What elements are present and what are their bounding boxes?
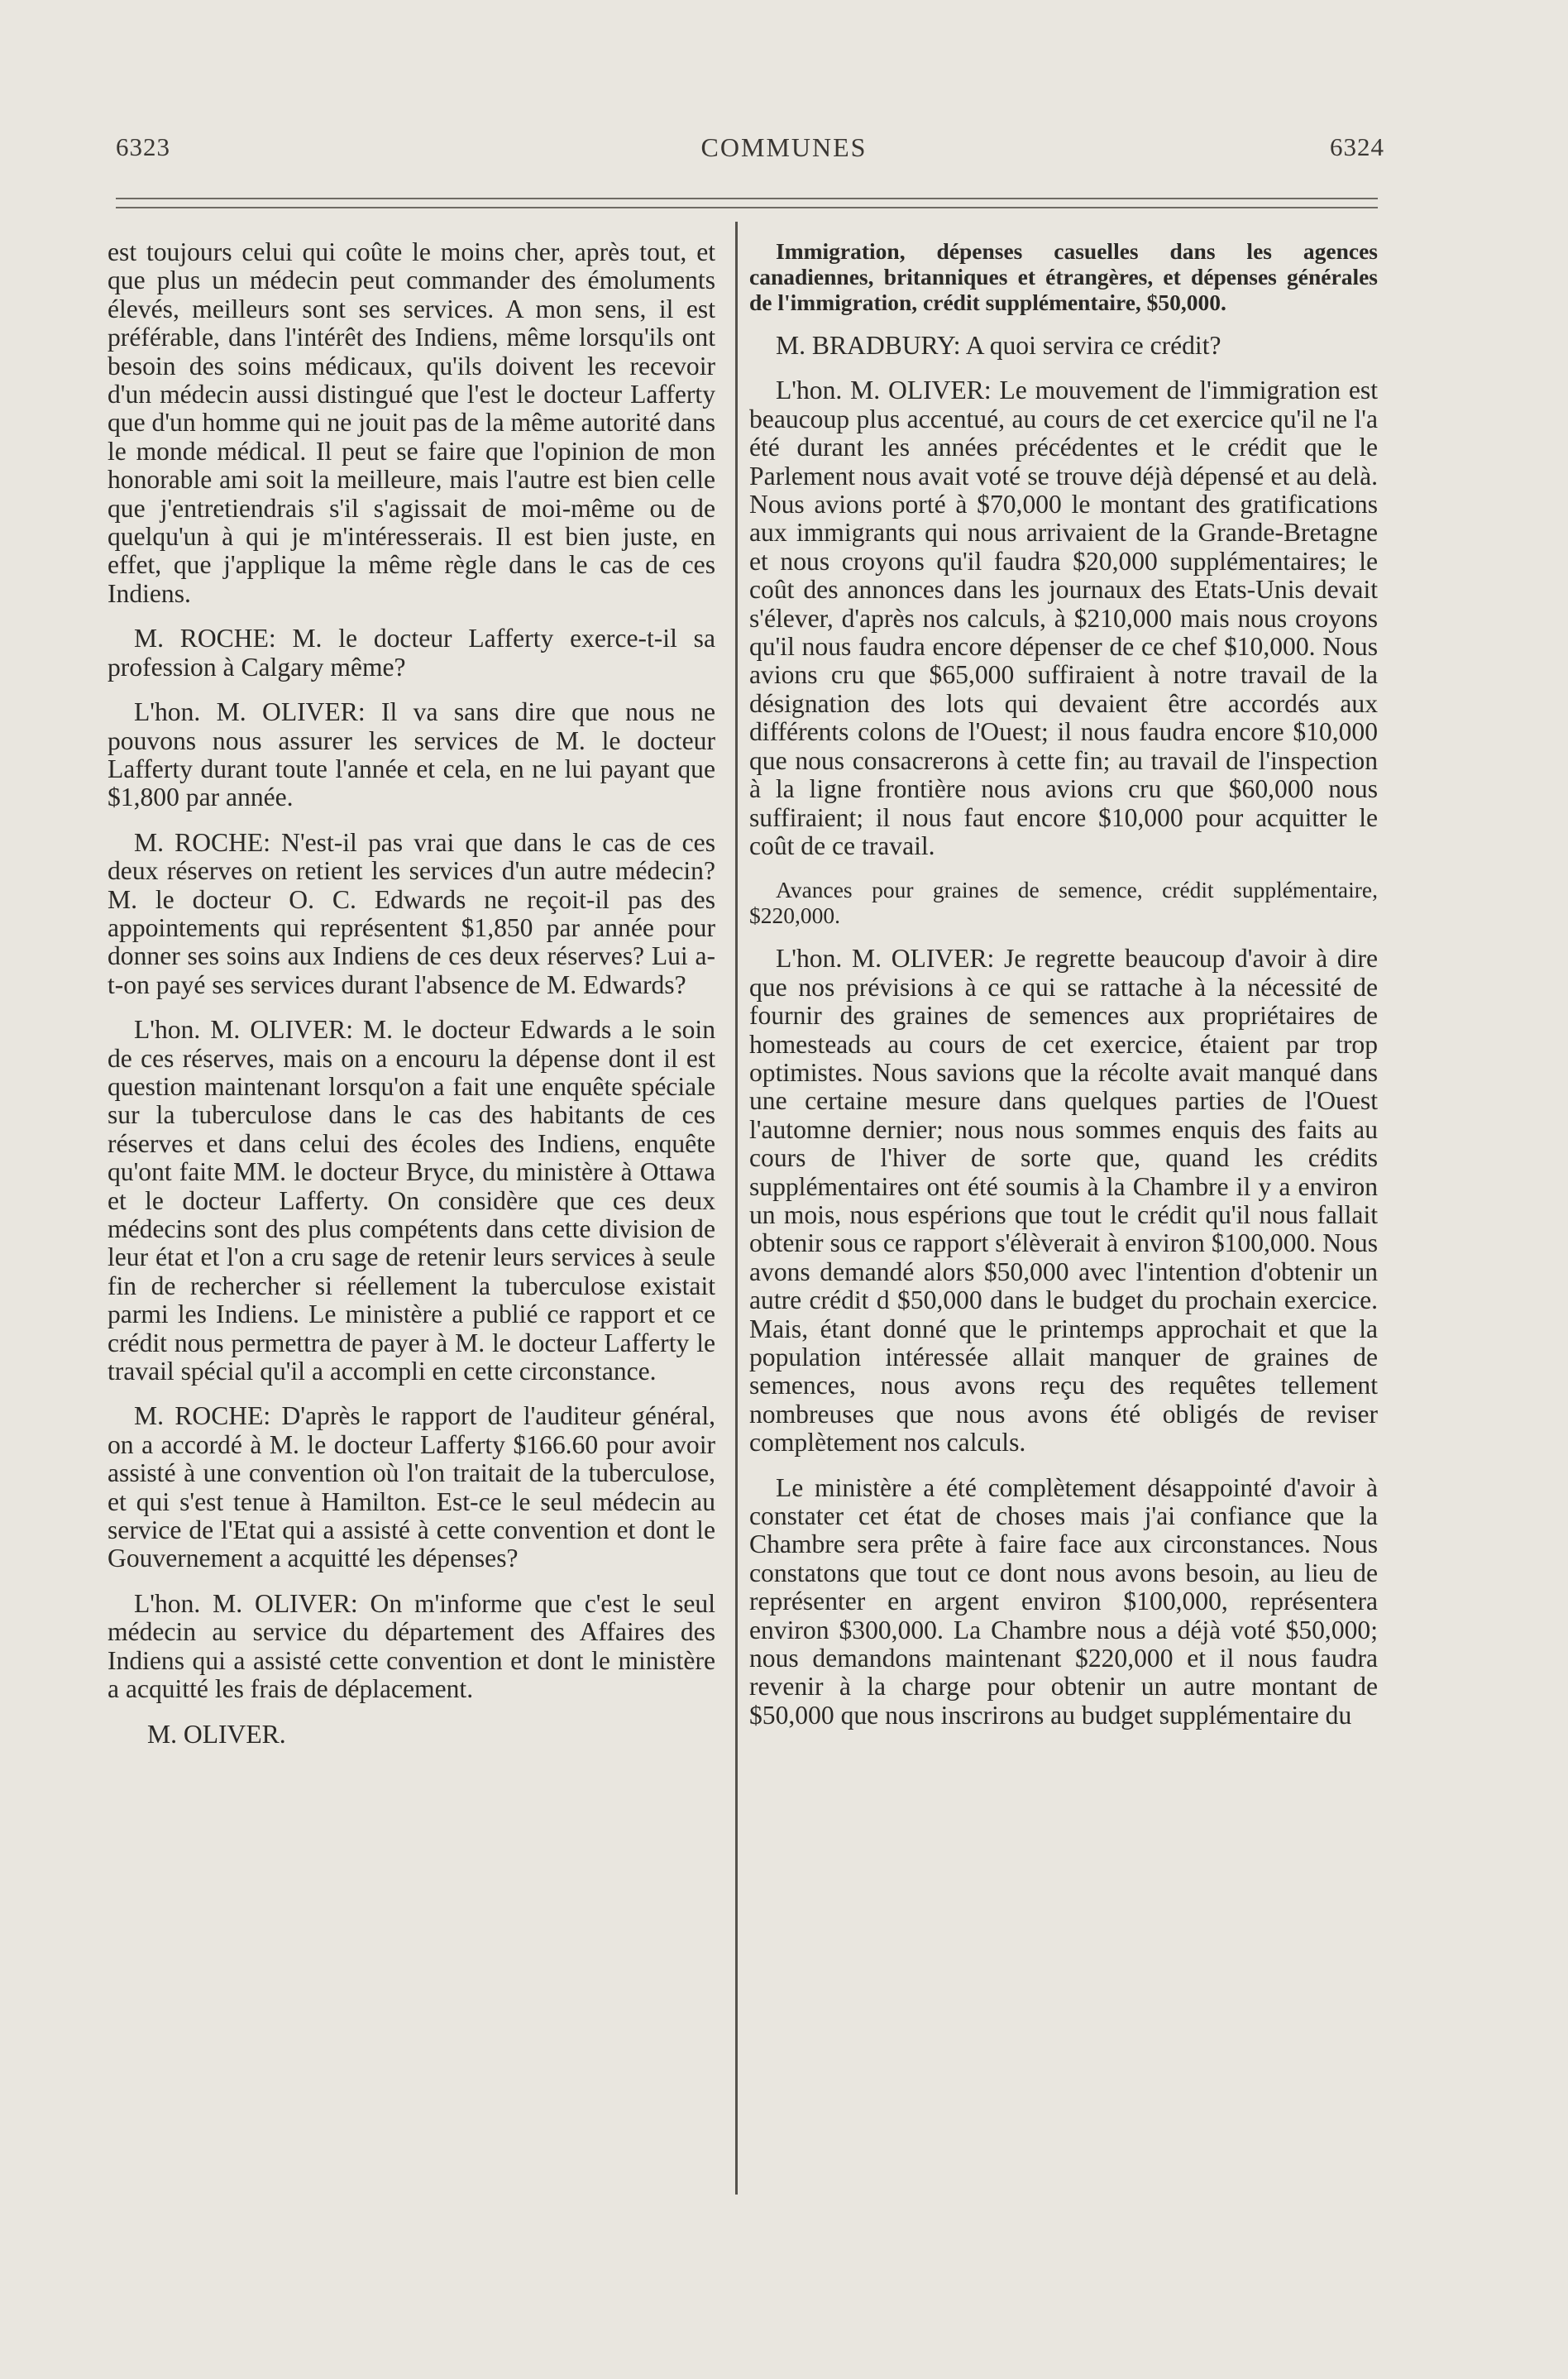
left-column-paragraph: M. ROCHE: N'est-il pas vrai que dans le cas de ces deux réserves on retient les services d'un autre médecin? M. le docteur O. C. Edwards ne reçoit-il pas des appointements qui représentent $1,850 par année pour donner ses soins aux Indiens de ces deux réserves? Lui a-t-on payé ses services durant l'absence de M. Edwards? — [108, 827, 715, 999]
right-column-paragraph: L'hon. M. OLIVER: Le mouvement de l'immigration est beaucoup plus accentué, au cours de cet exercice qu'il ne l'a été durant les années précédentes et le crédit que le Parlement nous avait voté se trouve déjà dépensé et au delà. Nous avions porté à $70,000 le montant des gratifications aux immigrants qui nous arrivaient de la Grande-Bretagne et nous croyons qu'il faudra $20,000 supplémentaires; le coût des annonces dans les journaux des Etats-Unis devait s'élever, d'après nos calculs, à $210,000 mais nous croyons qu'il nous faudra encore dépenser de ce chef $10,000. Nous avions cru que $65,000 suffiraient à notre travail de la désignation des lots qui devaient être accordés aux différents colons de l'Ouest; il nous faudra encore $10,000 que nous consacrerons à cette fin; au travail de l'inspection à la ligne frontière nous avions cru que $60,000 nous suffiraient; il nous faut encore $10,000 pour acquitter le coût de ce travail. — [749, 376, 1378, 860]
left-column-paragraph: M. ROCHE: M. le docteur Lafferty exerce-t-il sa profession à Calgary même? — [108, 624, 715, 682]
left-column-paragraph: est toujours celui qui coûte le moins cher, après tout, et que plus un médecin peut commander des émoluments élevés, meilleurs sont ses services. A mon sens, il est préférable, dans l'intérêt des Indiens, même lorsqu'ils ont besoin des soins médicaux, qu'ils doivent les recevoir d'un médecin aussi distingué que l'est le docteur Lafferty que d'un homme qui ne jouit pas de la même autorité dans le monde médical. Il peut se faire que l'opinion de mon honorable ami soit la meilleure, mais l'autre est bien celle que j'entretiendrais s'il s'agissait de moi-même ou de quelqu'un à qui je m'intéresserais. Il est bien juste, en effet, que j'applique la même règle dans le cas de ces Indiens. — [108, 237, 715, 608]
right-column — [749, 238, 1378, 1746]
right-column-paragraph: L'hon. M. OLIVER: Je regrette beaucoup d'avoir à dire que nos prévisions à ce qui se rattache à la nécessité de fournir des graines de semences aux propriétaires de homesteads au cours de cet exercice, étaient par trop optimistes. Nous savions que la récolte avait manqué dans une certaine mesure dans quelques parties de l'Ouest l'automne dernier; nous nous sommes enquis des faits au cours de l'hiver de sorte que, quand les crédits supplémentaires ont été soumis à la Chambre il y a environ un mois, nous espérions que tout le crédit qu'il nous fallait obtenir sous ce rapport s'élèverait à environ $100,000. Nous avons demandé alors $50,000 avec l'intention d'obtenir un autre crédit d $50,000 dans le budget du prochain exercice. Mais, étant donné que le printemps approchait et que la population intéressée allait manquer de graines de semences, nous avons reçu des requêtes tellement nombreuses que nous avons été obligés de reviser complètement nos calculs. — [749, 944, 1378, 1458]
right-column-paragraph: M. BRADBURY: A quoi servira ce crédit? — [776, 331, 1221, 360]
page-number-right: 6324 — [1330, 132, 1384, 161]
right-column-paragraph: Le ministère a été complètement désappointé d'avoir à constater cet état de choses mais j'ai confiance que la Chambre sera prête à faire face aux circonstances. Nous constatons que tout ce dont nous avons besoin, au lieu de représenter en argent environ $100,000, représentera environ $300,000. La Chambre nous a déjà voté $50,000; nous demandons maintenant $220,000 et il nous faudra revenir à la charge pour obtenir un autre montant de $50,000 que nous inscrirons au budget supplémentaire du — [749, 1472, 1378, 1730]
page-number-left: 6323 — [116, 132, 170, 161]
left-column-paragraph: L'hon. M. OLIVER: On m'informe que c'est le seul médecin au service du département des Affaires des Indiens qui a assisté cette convention et dont le ministère a acquitté les frais de déplacement. — [108, 1588, 715, 1704]
left-column — [108, 238, 715, 1765]
left-column-paragraph: M. ROCHE: D'après le rapport de l'auditeur général, on a accordé à M. le docteur Lafferty $166.60 pour avoir assisté à une convention où l'on traitait de la tuberculose, et qui s'est tenue à Hamilton. Est-ce le seul médecin au service de l'Etat qui a assisté à cette convention et dont le Gouvernement a acquitté les dépenses? — [108, 1401, 715, 1573]
header-rule-bottom — [116, 207, 1378, 208]
left-column-paragraph: L'hon. M. OLIVER: M. le docteur Edwards a le soin de ces réserves, mais on a encouru la dépense dont il est question maintenant lorsqu'on a fait une enquête spéciale sur la tuberculose dans le cas des habitants de ces réserves et dans celui des écoles des Indiens, enquête qu'ont faite MM. le docteur Bryce, du ministère à Ottawa et le docteur Lafferty. On considère que ces deux médecins sont des plus compétents dans cette division de leur état et l'on a cru sage de retenir leurs services à seule fin de rechercher si réellement la tuberculose existait parmi les Indiens. Le ministère a publié ce rapport et ce crédit nous permettra de payer à M. le docteur Lafferty le travail spécial qu'il a accompli en cette circonstance. — [108, 1015, 715, 1386]
right-column-paragraph: Immigration, dépenses casuelles dans les agences canadiennes, britanniques et étrangères, et dépenses générales de l'immigration, crédit supplémentaire, $50,000. — [749, 238, 1378, 315]
left-column-paragraph: M. OLIVER. — [147, 1719, 286, 1749]
left-column-paragraph: L'hon. M. OLIVER: Il va sans dire que nous ne pouvons nous assurer les services de M. le docteur Lafferty durant toute l'année et cela, en ne lui payant que $1,800 par année. — [108, 697, 715, 812]
page-title: COMMUNES — [700, 132, 868, 162]
right-column-paragraph: Avances pour graines de semence, crédit supplémentaire, $220,000. — [749, 877, 1378, 929]
header-rule-top — [116, 198, 1378, 199]
column-divider — [735, 222, 738, 2195]
